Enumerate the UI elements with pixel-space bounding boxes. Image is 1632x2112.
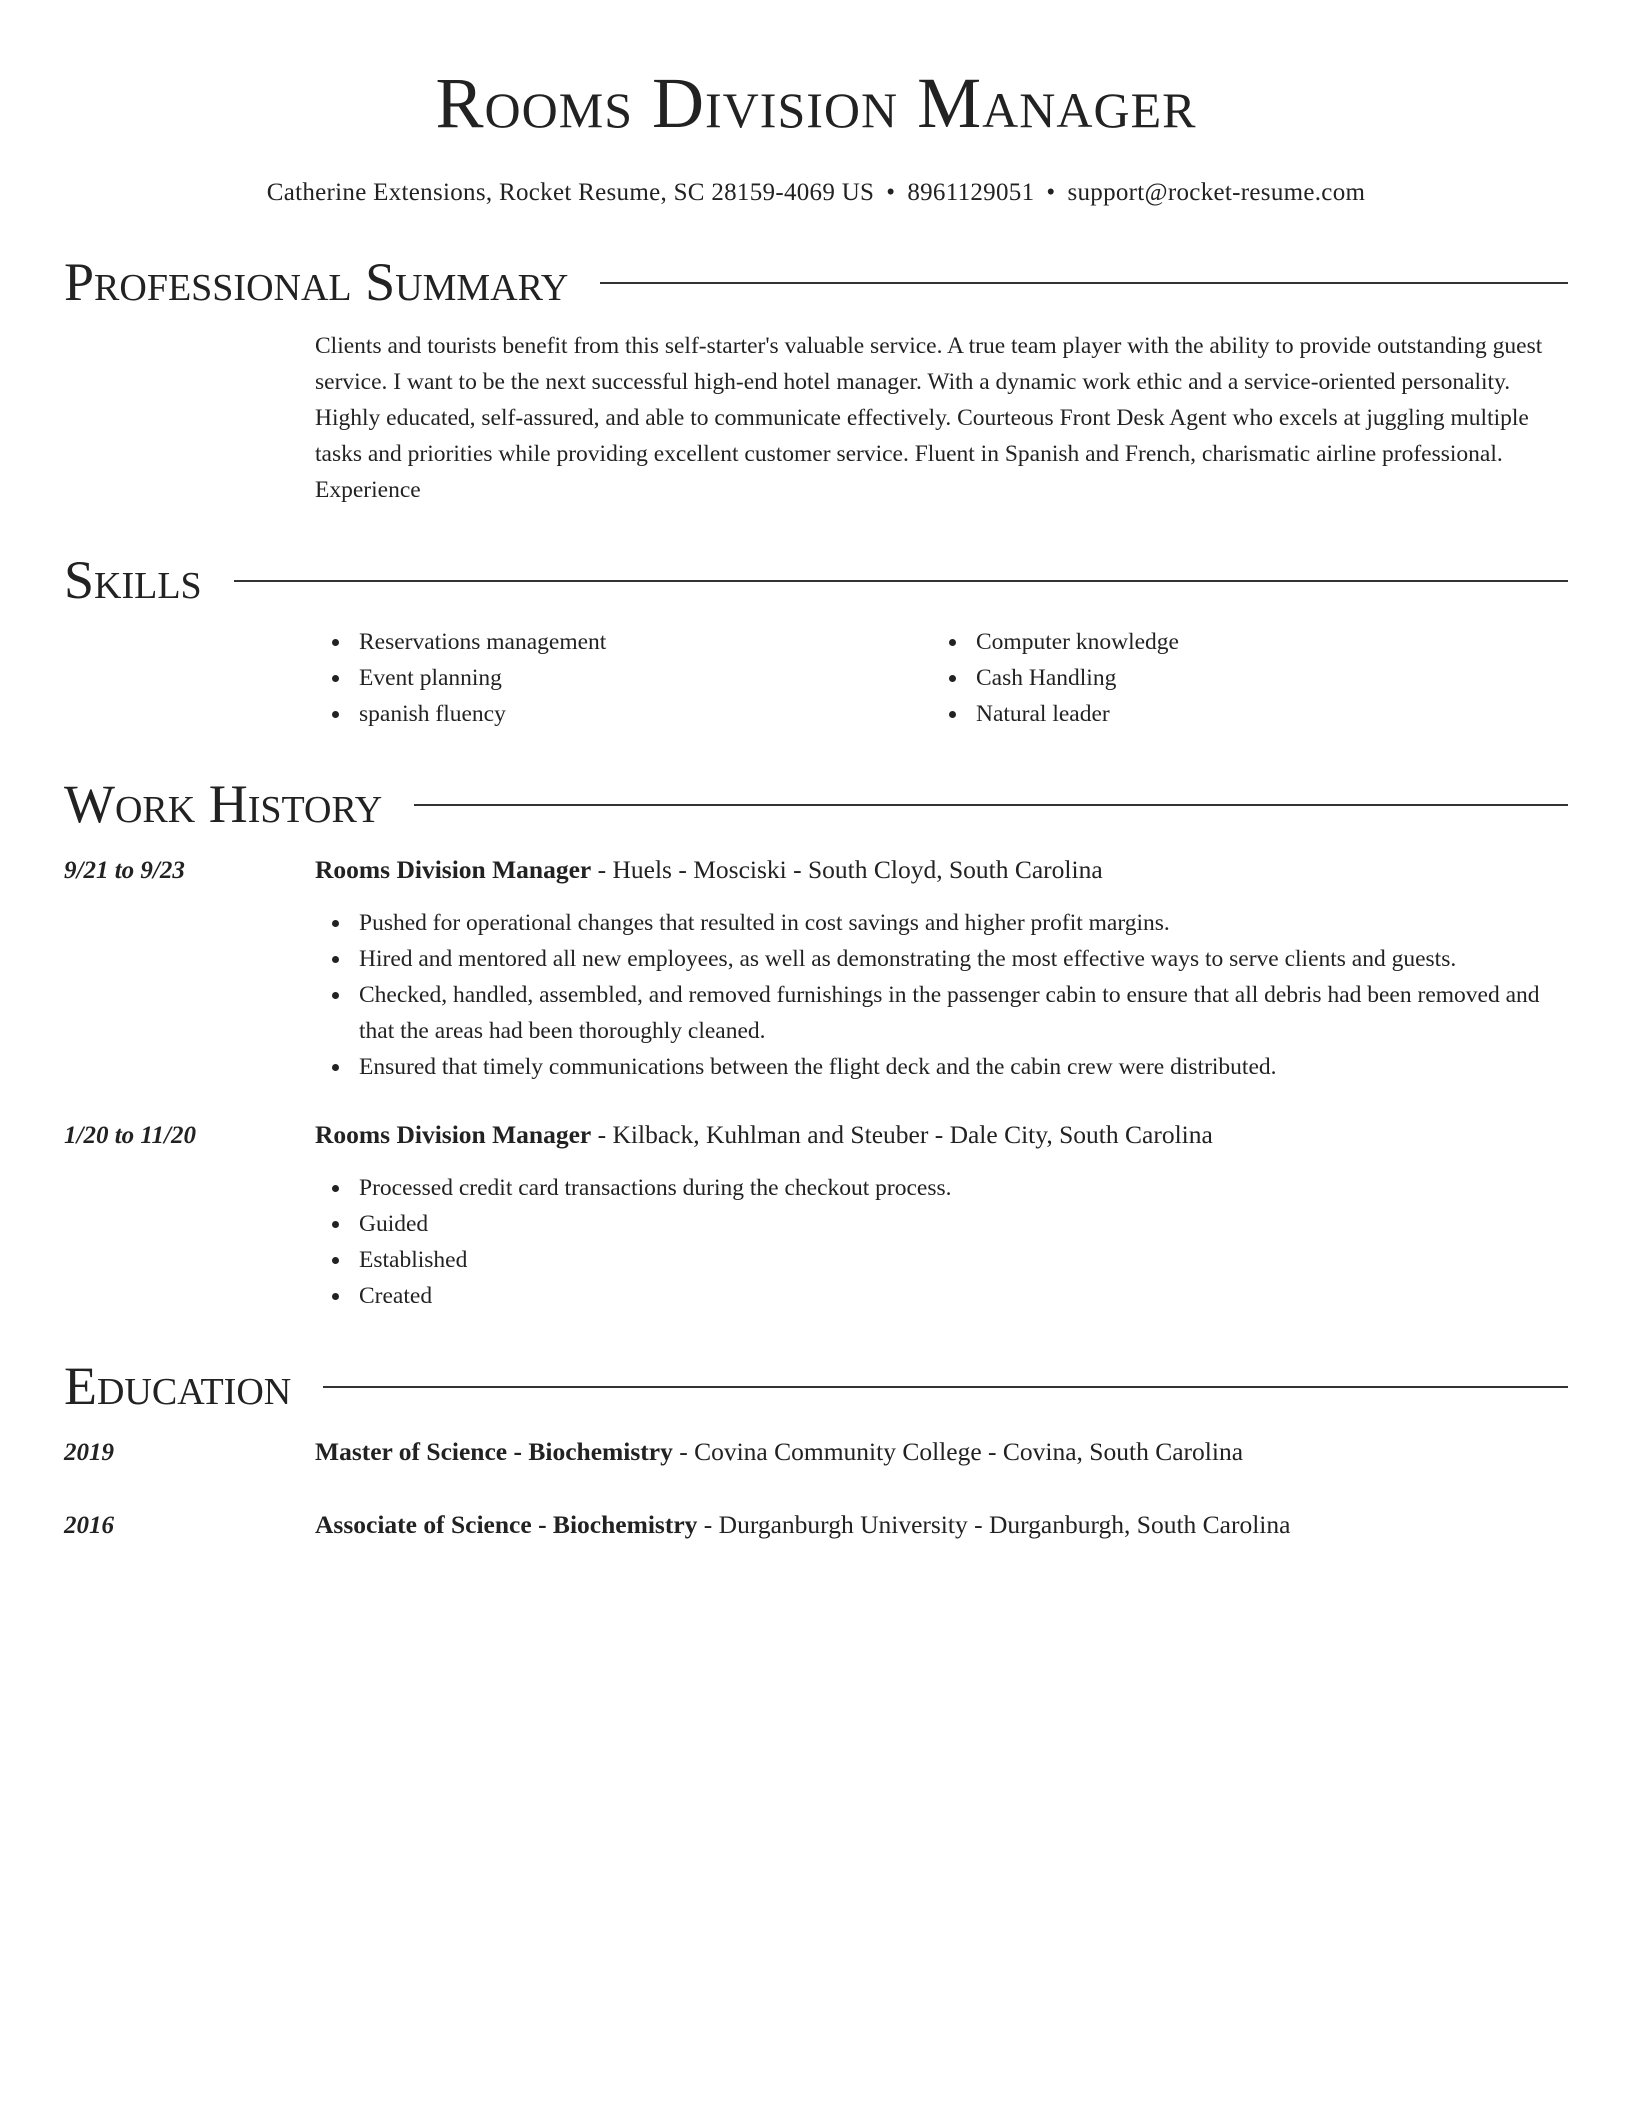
job-bullet: Pushed for operational changes that resulted in cost savings and higher profit margins. [359, 905, 1568, 941]
job-entry [64, 852, 1568, 889]
job-role: Rooms Division Manager [315, 1120, 592, 1149]
job-headline [315, 852, 1103, 888]
section-divider [234, 580, 1568, 582]
summary-text: Clients and tourists benefit from this self-starter's valuable service. A true team player with the ability to provide outstanding guest service. I want to be the next successful high-end hotel manager. With a dynamic work ethic and a service-oriented personality. Highly educated, self-assured, and able to communicate effectively. Courteous Front Desk Agent who excels at juggling multiple tasks and priorities while providing excellent customer service. Fluent in Spanish and French, charismatic airline professional. Experience [315, 333, 1543, 503]
education-degree: Associate of Science - Biochemistry [315, 1510, 698, 1539]
section-title: Professional Summary [64, 252, 569, 312]
job-dates: 9/21 to 9/23 [64, 857, 185, 884]
job-details: - Huels - Mosciski - South Cloyd, South Carolina [591, 855, 1103, 884]
contact-phone: 8961129051 [907, 179, 1035, 206]
job-dates: 1/20 to 11/20 [64, 1122, 196, 1149]
education-details: - Covina Community College - Covina, South Carolina [672, 1437, 1244, 1466]
education-headline [315, 1507, 1290, 1543]
skill-item: Event planning [359, 660, 932, 696]
job-entry [64, 1117, 1568, 1154]
skill-item: Computer knowledge [976, 624, 1549, 660]
section-title: Education [64, 1356, 292, 1416]
contact-line [64, 176, 1568, 210]
job-bullets [64, 1170, 1568, 1314]
education-headline [315, 1434, 1243, 1470]
skill-item: Natural leader [976, 696, 1549, 732]
job-bullet: Ensured that timely communications between the flight deck and the cabin crew were distributed. [359, 1049, 1568, 1085]
skill-item: Reservations management [359, 624, 932, 660]
education-year: 2016 [64, 1512, 114, 1539]
skills-column-right [932, 624, 1549, 732]
skills-list [315, 624, 1568, 732]
section-heading-education [64, 1356, 1568, 1416]
job-bullet: Established [359, 1242, 1568, 1278]
section-divider [600, 282, 1568, 284]
contact-separator: • [1046, 179, 1056, 206]
education-entry [64, 1434, 1568, 1471]
skill-item: spanish fluency [359, 696, 932, 732]
job-bullet: Processed credit card transactions during the checkout process. [359, 1170, 1568, 1206]
education-year: 2019 [64, 1439, 114, 1466]
section-title: Skills [64, 550, 202, 610]
education-details: - Durganburgh University - Durganburgh, South Carolina [697, 1510, 1291, 1539]
job-bullet: Guided [359, 1206, 1568, 1242]
education-entry [64, 1507, 1568, 1544]
work-history [64, 852, 1568, 1314]
job-bullet: Checked, handled, assembled, and removed furnishings in the passenger cabin to ensure that all debris had been removed and that the areas had been thoroughly cleaned. [359, 977, 1568, 1049]
resume-name: Rooms Division Manager [435, 63, 1197, 143]
section-heading-summary [64, 252, 1568, 312]
education-list [64, 1434, 1568, 1544]
contact-email: support@rocket-resume.com [1067, 179, 1366, 206]
section-title: Work History [64, 774, 383, 834]
section-divider [323, 1386, 1568, 1388]
job-details: - Kilback, Kuhlman and Steuber - Dale City, South Carolina [591, 1120, 1213, 1149]
section-divider [414, 804, 1568, 806]
section-heading-skills [64, 550, 1568, 610]
contact-separator: • [886, 179, 896, 206]
contact-address: Catherine Extensions, Rocket Resume, SC 28159-4069 US [266, 179, 875, 206]
job-role: Rooms Division Manager [315, 855, 592, 884]
job-bullet: Created [359, 1278, 1568, 1314]
education-degree: Master of Science - Biochemistry [315, 1437, 673, 1466]
job-headline [315, 1117, 1213, 1153]
section-heading-work [64, 774, 1568, 834]
job-bullet: Hired and mentored all new employees, as well as demonstrating the most effective ways to serve clients and guests. [359, 941, 1568, 977]
skills-column-left [315, 624, 932, 732]
job-bullets [64, 905, 1568, 1085]
skill-item: Cash Handling [976, 660, 1549, 696]
